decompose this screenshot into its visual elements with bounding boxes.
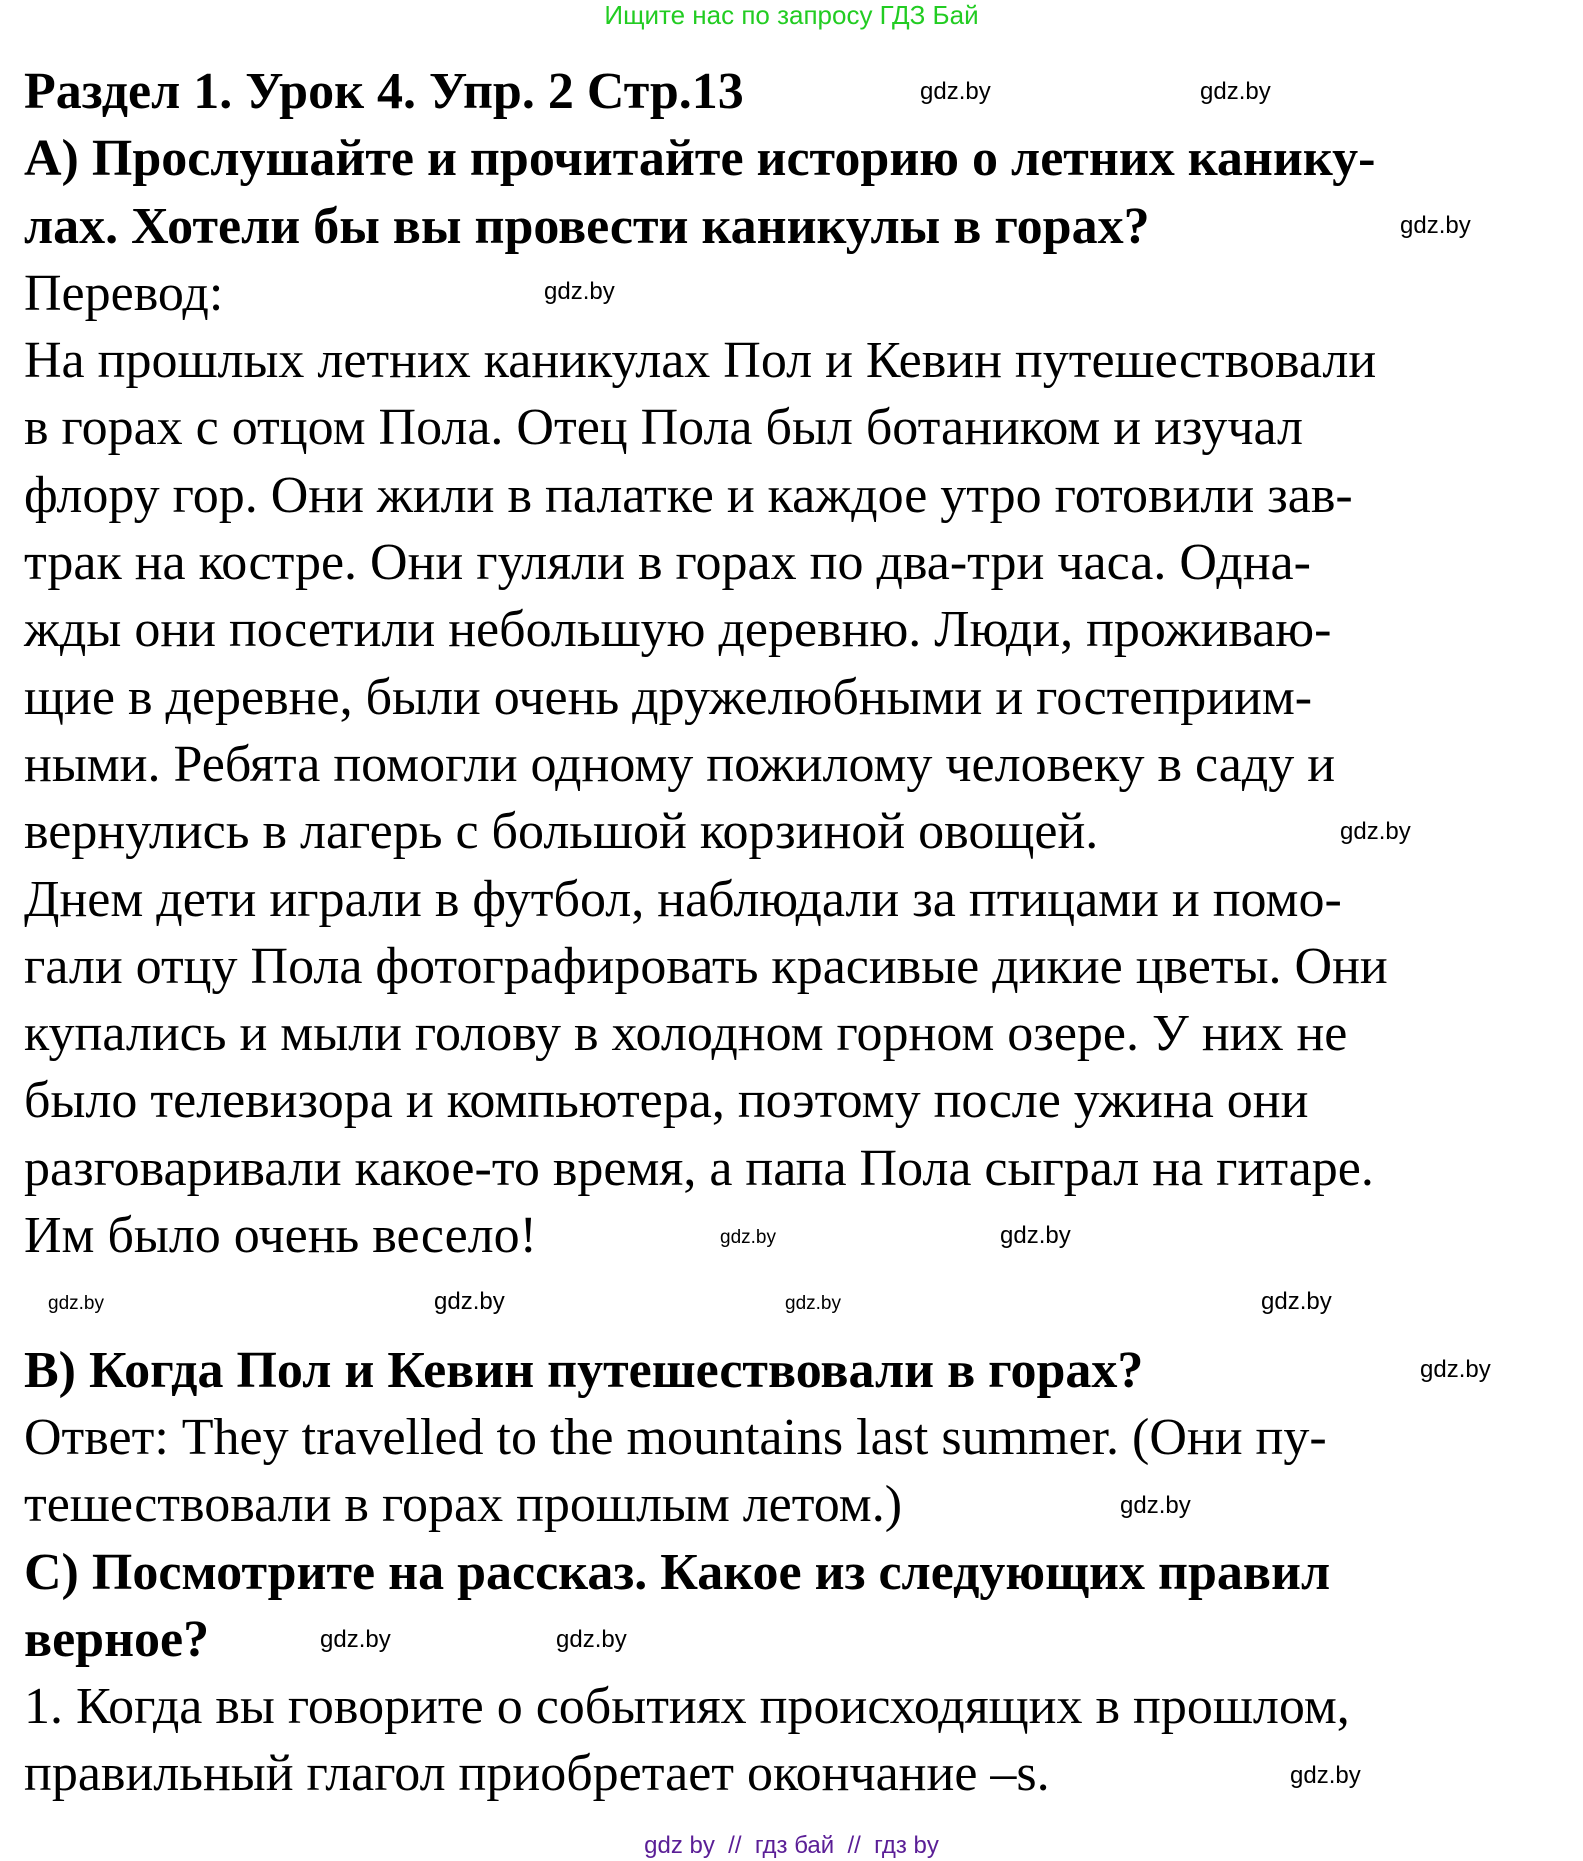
translation-line: жды они посетили небольшую деревню. Люди, проживаю- [24, 601, 1332, 659]
watermark: gdz.by [1340, 818, 1411, 845]
document-body [24, 58, 1574, 1808]
translation-line: Им было очень весело! [24, 1207, 537, 1265]
translation-line: трак на костре. Они гуляли в горах по два-три часа. Однa- [24, 534, 1311, 592]
translation-line: флору гор. Они жили в палатке и каждое утро готовили зав- [24, 466, 1353, 524]
translation-line: купались и мыли голову в холодном горном озере. У них не [24, 1005, 1348, 1063]
task-b: В) Когда Пол и Кевин путешествовали в горах? [24, 1341, 1144, 1399]
page-title: Раздел 1. Урок 4. Упр. 2 Стр.13 [24, 63, 744, 120]
watermark: gdz.by [1261, 1288, 1332, 1315]
watermark: gdz.by [785, 1293, 841, 1314]
translation-label: Перевод: [24, 264, 224, 322]
task-a-line: лах. Хотели бы вы провести каникулы в горах? [24, 197, 1150, 255]
translation-line: ными. Ребята помогли одному пожилому человеку в саду и [24, 735, 1336, 793]
task-a-line: А) Прослушайте и прочитайте историю о летних канику- [24, 130, 1376, 188]
watermark: gdz.by [1400, 212, 1471, 239]
watermark: gdz.by [556, 1626, 627, 1653]
footer-links: gdz by // гдз бай // гдз by [644, 1832, 939, 1859]
watermark: gdz.by [48, 1293, 104, 1314]
watermark: gdz.by [1200, 78, 1271, 105]
watermark: gdz.by [1420, 1356, 1491, 1383]
answer-c-line: 1. Когда вы говорите о событиях происходящих в прошлом, [24, 1678, 1350, 1736]
search-banner: Ищите нас по запросу ГДЗ Бай [604, 0, 979, 30]
translation-line: гали отцу Пола фотографировать красивые дикие цветы. Они [24, 937, 1388, 995]
watermark: gdz.by [320, 1626, 391, 1653]
watermark: gdz.by [920, 78, 991, 105]
watermark: gdz.by [544, 278, 615, 305]
task-c-line: С) Посмотрите на рассказ. Какое из следующих правил [24, 1543, 1331, 1601]
translation-line: разговаривали какое-то время, а папа Пола сыграл на гитаре. [24, 1139, 1374, 1197]
answer-b-line: Ответ: They travelled to the mountains last summer. (Они пу- [24, 1408, 1327, 1466]
translation-line: Днем дети играли в футбол, наблюдали за птицами и помо- [24, 870, 1342, 928]
watermark: gdz.by [1290, 1762, 1361, 1789]
answer-c-line: правильный глагол приобретает окончание –s. [24, 1745, 1050, 1803]
translation-line: в горах с отцом Пола. Отец Пола был ботаником и изучал [24, 399, 1304, 457]
answer-b-line: тешествовали в горах прошлым летом.) [24, 1476, 903, 1534]
translation-line: было телевизора и компьютера, поэтому после ужина они [24, 1072, 1309, 1130]
translation-line: щие в деревне, были очень дружелюбными и гостеприим- [24, 668, 1313, 726]
translation-line: На прошлых летних каникулах Пол и Кевин путешествовали [24, 332, 1377, 390]
translation-line: вернулись в лагерь с большой корзиной овощей. [24, 803, 1099, 861]
task-c-line: верное? [24, 1610, 210, 1668]
watermark: gdz.by [1000, 1222, 1071, 1249]
watermark: gdz.by [1120, 1492, 1191, 1519]
watermark: gdz.by [720, 1227, 776, 1248]
watermark: gdz.by [434, 1288, 505, 1315]
